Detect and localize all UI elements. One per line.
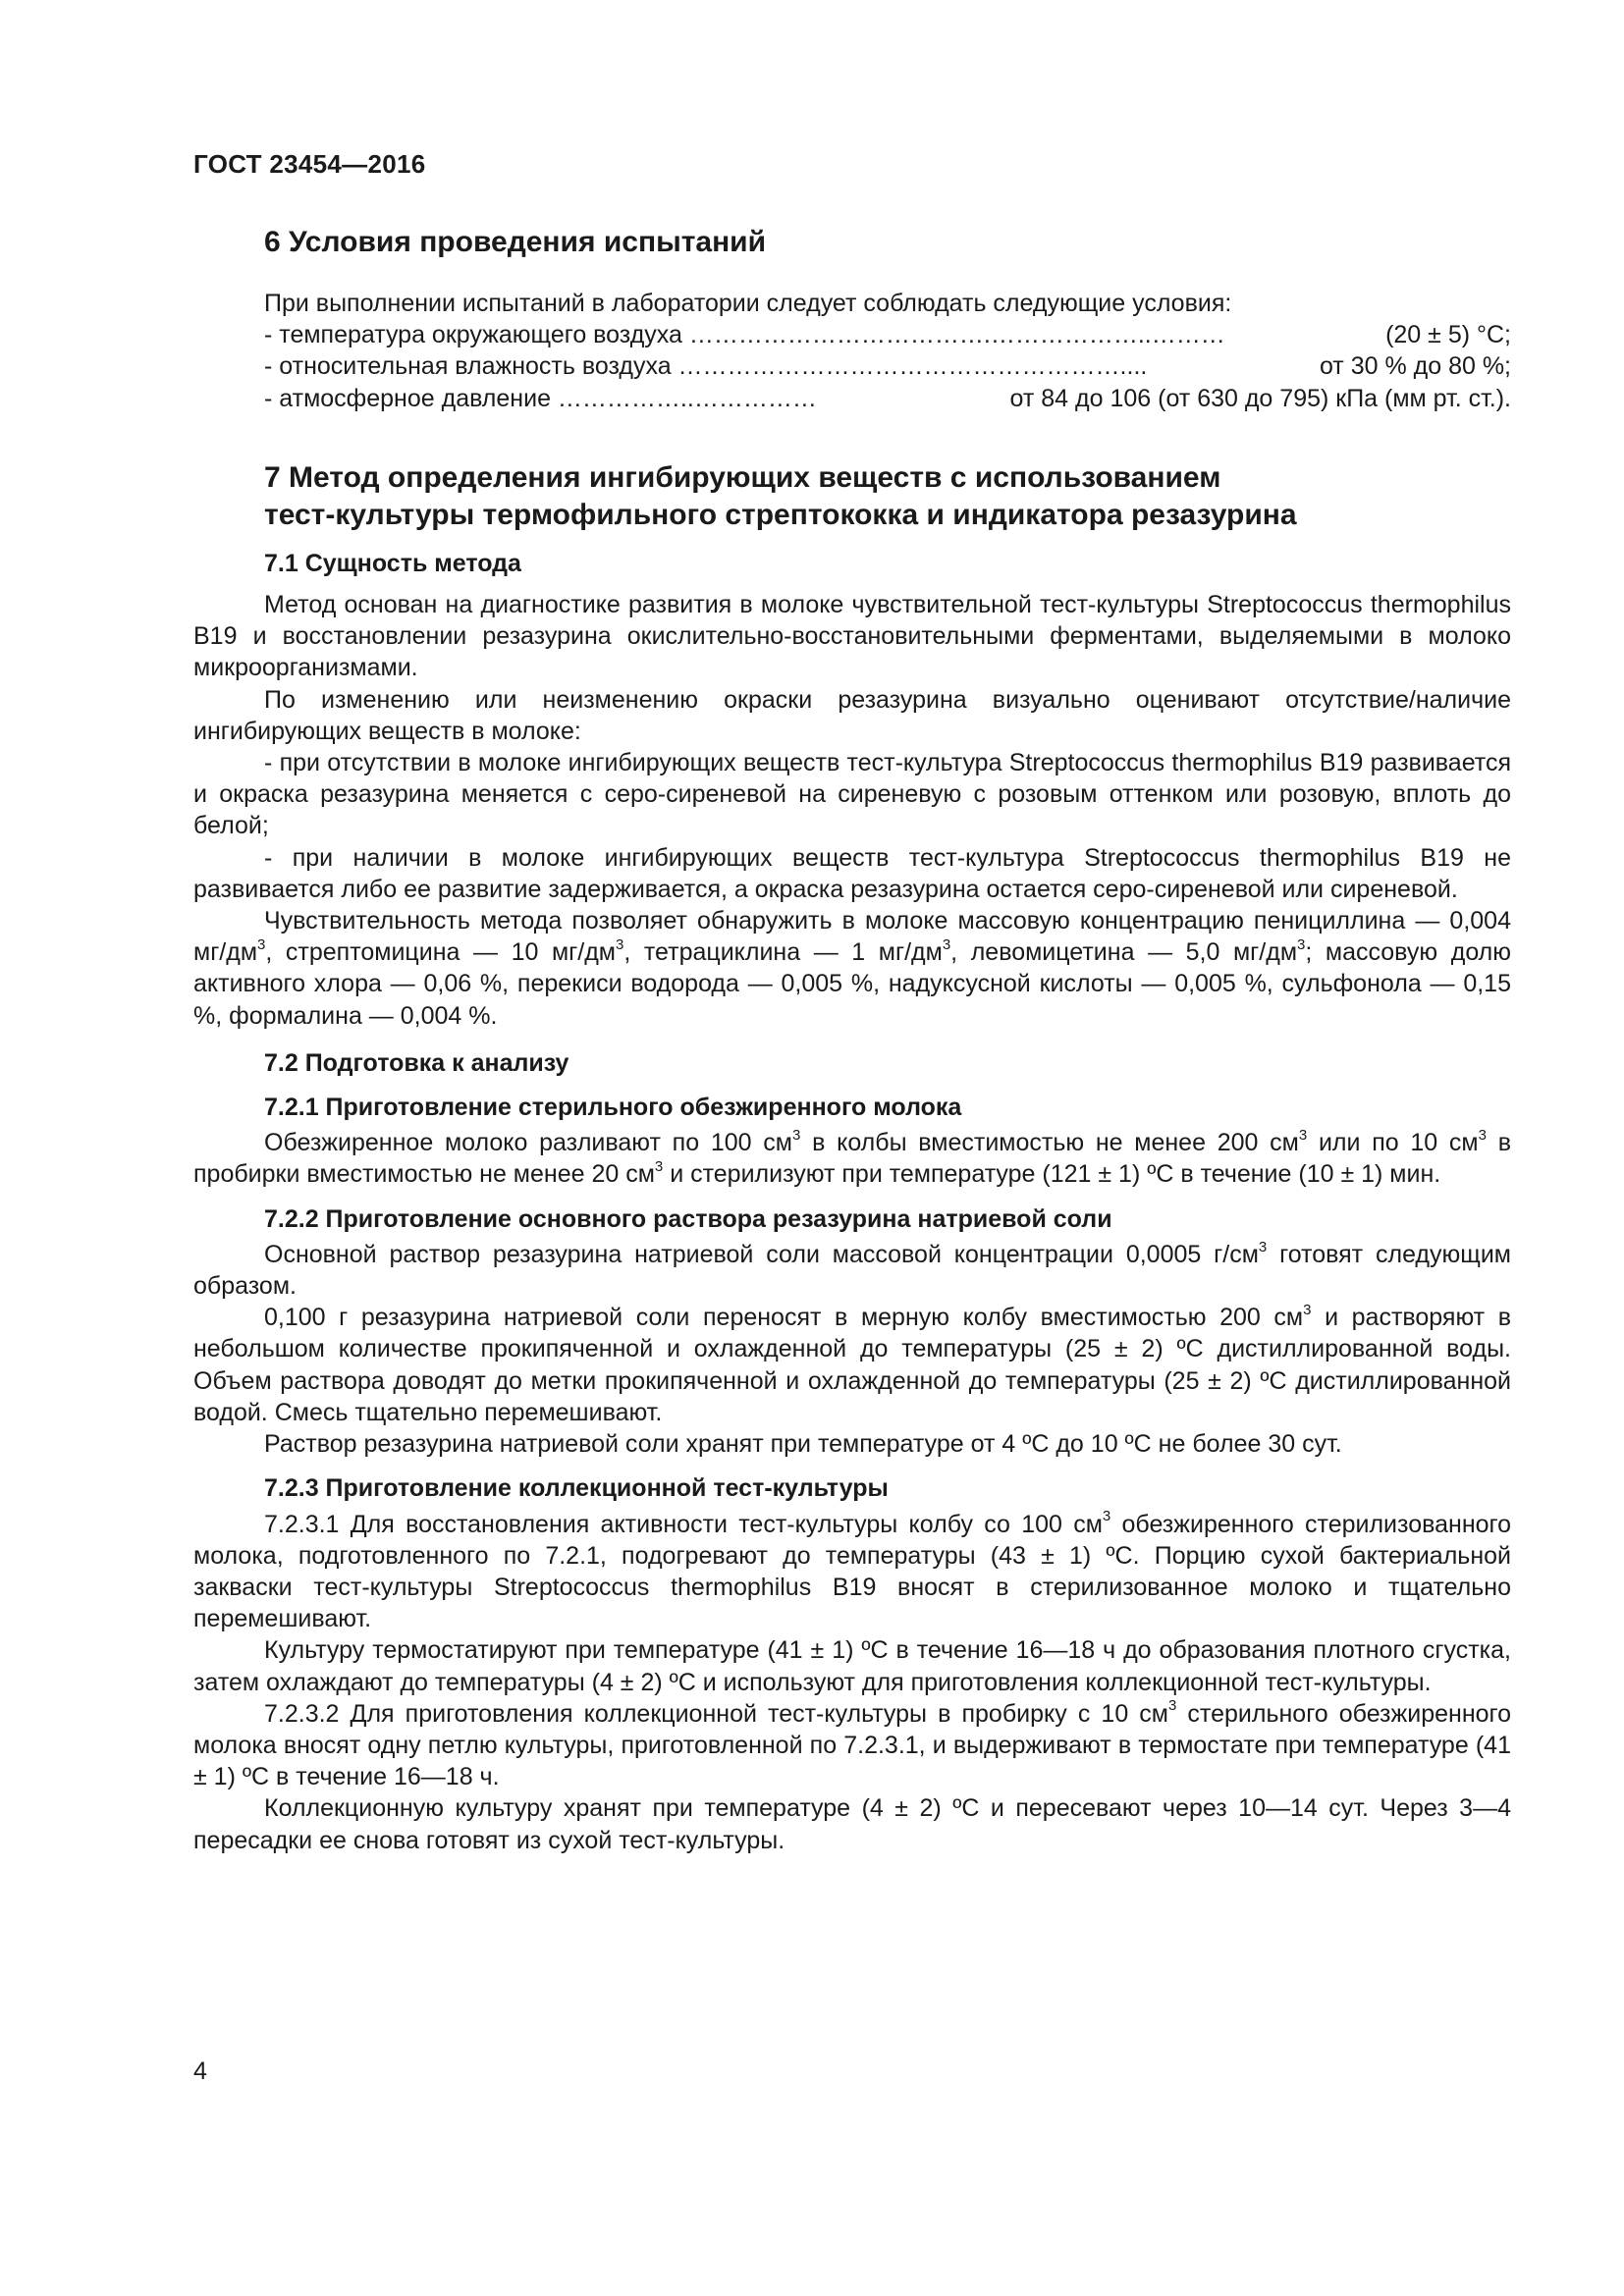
paragraph: - при наличии в молоке ингибирующих веществ тест-культура Streptococcus thermophilus В19 не развивается либо ее развитие задерживается, а окраска резазурина остается серо-сиреневой или сиреневой. — [193, 843, 1511, 903]
superscript: 3 — [654, 1158, 664, 1176]
superscript: 3 — [792, 1126, 801, 1144]
condition-label: - температура окружающего воздуха — [264, 321, 689, 349]
text-run: Обезжиренное молоко разливают по 100 см — [264, 1129, 792, 1157]
text-run: готовят следующим образом. — [193, 1240, 1511, 1301]
section-6-intro: При выполнении испытаний в лаборатории следует соблюдать следующие условия: — [264, 290, 1232, 317]
text-run: в колбы вместимостью не менее 200 см — [800, 1129, 1299, 1157]
page-number: 4 — [193, 2057, 207, 2085]
paragraph: - при отсутствии в молоке ингибирующих веществ тест-культура Streptococcus thermophilus В19 развивается и окраска резазурина меняется с серо-сиреневой на сиреневую с розовым оттенком или розовую, вплоть до белой; — [193, 749, 1511, 840]
text-run: в пробирки вместимостью не менее 20 см — [193, 1129, 1511, 1189]
condition-label: - атмосферное давление — [264, 384, 558, 412]
leader-dots: ……………………………….………………..……… — [688, 321, 1225, 349]
condition-humidity — [264, 350, 1511, 382]
condition-label: - относительная влажность воздуха — [264, 352, 678, 381]
text-run: и стерилизуют при температуре (121 ± 1) ºС в течение (10 ± 1) мин. — [663, 1160, 1441, 1189]
paragraph — [193, 1509, 1511, 1635]
condition-pressure — [264, 383, 1511, 414]
paragraph: По изменению или неизменению окраски резазурина визуально оценивают отсутствие/наличие ингибирующих веществ в молоке: — [193, 685, 1511, 745]
subsection-7-1-title: 7.1 Сущность метода — [264, 549, 521, 577]
text-run: Чувствительность метода позволяет обнаружить в молоке массовую концентрацию пенициллина — 0,004 мг/дм — [193, 907, 1511, 967]
superscript: 3 — [1258, 1238, 1268, 1255]
text-run: стерильного обезжиренного молока вносят одну петлю культуры, приготовленной по 7.2.3.1, и выдерживают в термостате при температуре (41 ± 1) ºС в течение 16—18 ч. — [193, 1699, 1512, 1791]
section-7-title-line-1: 7 Метод определения ингибирующих веществ с использованием — [264, 460, 1221, 494]
text-run: или по 10 см — [1307, 1129, 1479, 1157]
subsection-7-2-2-title: 7.2.2 Приготовление основного раствора резазурина натриевой соли — [264, 1204, 1112, 1233]
condition-value: (20 ± 5) °С; — [1385, 321, 1511, 349]
leader-dots: ……………..…………… — [557, 384, 817, 412]
superscript: 3 — [1478, 1126, 1487, 1144]
superscript: 3 — [1102, 1508, 1111, 1525]
paragraph — [193, 1127, 1511, 1190]
condition-value: от 84 до 106 (от 630 до 795) кПа (мм рт. ст.). — [1009, 384, 1511, 412]
subsection-7-2-title: 7.2 Подготовка к анализу — [264, 1048, 569, 1077]
text-run: , стрептомицина — 10 мг/дм — [265, 938, 616, 967]
text-run: 0,100 г резазурина натриевой соли переносят в мерную колбу вместимостью 200 см — [264, 1304, 1304, 1332]
paragraph: Коллекционную культуру хранят при температуре (4 ± 2) ºС и пересевают через 10—14 сут. Через 3—4 пересадки ее снова готовят из сухой тест-культуры. — [193, 1794, 1511, 1854]
subsection-7-2-3-title: 7.2.3 Приготовление коллекционной тест-культуры — [264, 1474, 889, 1503]
paragraph: Раствор резазурина натриевой соли хранят при температуре от 4 ºС до 10 ºС не более 30 сут. — [264, 1430, 1342, 1459]
text-run: , левомицетина — 5,0 мг/дм — [950, 938, 1298, 967]
paragraph: Культуру термостатируют при температуре (41 ± 1) ºС в течение 16—18 ч до образования плотного сгустка, затем охлаждают до температуры (4 ± 2) ºС и используют для приготовления коллекционной тест-культуры. — [193, 1636, 1511, 1696]
paragraph — [193, 1302, 1511, 1428]
subsection-7-2-1-title: 7.2.1 Приготовление стерильного обезжиренного молока — [264, 1094, 962, 1122]
text-run: ; массовую долю активного хлора — 0,06 %, перекиси водорода — 0,005 %, надуксусной кислоты — 0,005 %, сульфонола — 0,15 %, формалина — 0,004 %. — [193, 938, 1512, 1030]
superscript: 3 — [1297, 935, 1306, 953]
leader-dots: ……………………………………………….... — [677, 352, 1148, 381]
section-7-title — [264, 459, 1511, 534]
paragraph: Метод основан на диагностике развития в молоке чувствительной тест-культуры Streptococcus thermophilus В19 и восстановлении резазурина окислительно-восстановительными ферментами, выделяемыми в молоко микроорганизмами. — [193, 591, 1511, 682]
superscript: 3 — [942, 935, 951, 953]
text-run: , тетрациклина — 1 мг/дм — [623, 938, 943, 967]
document-header: ГОСТ 23454—2016 — [193, 149, 426, 179]
superscript: 3 — [1303, 1301, 1312, 1318]
text-run: Основной раствор резазурина натриевой соли массовой концентрации 0,0005 г/см — [264, 1240, 1259, 1268]
paragraph — [193, 1239, 1511, 1302]
superscript: 3 — [616, 935, 624, 953]
section-7-title-line-2: тест-культуры термофильного стрептококка и индикатора резазурина — [264, 498, 1297, 531]
condition-temperature — [264, 319, 1511, 350]
superscript: 3 — [1298, 1126, 1308, 1144]
text-run: обезжиренного стерилизованного молока, подготовленного по 7.2.1, подогревают до температуры (43 ± 1) ºС. Порцию сухой бактериальной закваски тест-культуры Streptococcus thermophilus В19 вносят в стерилизованное молоко и тщательно перемешивают. — [193, 1510, 1512, 1633]
text-run: и растворяют в небольшом количестве прокипяченной и охлажденной до температуры (25 ± 2) ºС дистиллированной воды. Объем раствора доводят до метки прокипяченной и охлажденной до температуры (25 ± 2) ºС дистиллированной водой. Смесь тщательно перемешивают. — [193, 1304, 1512, 1426]
document-body — [193, 224, 1511, 1856]
section-6-title: 6 Условия проведения испытаний — [264, 226, 767, 258]
text-run: 7.2.3.2 Для приготовления коллекционной тест-культуры в пробирку с 10 см — [264, 1699, 1168, 1728]
text-run: 7.2.3.1 Для восстановления активности тест-культуры колбу со 100 см — [264, 1510, 1103, 1538]
paragraph — [193, 1698, 1511, 1793]
superscript: 3 — [257, 935, 266, 953]
paragraph-sensitivity — [193, 905, 1511, 1032]
superscript: 3 — [1168, 1697, 1177, 1715]
condition-value: от 30 % до 80 %; — [1319, 352, 1511, 381]
